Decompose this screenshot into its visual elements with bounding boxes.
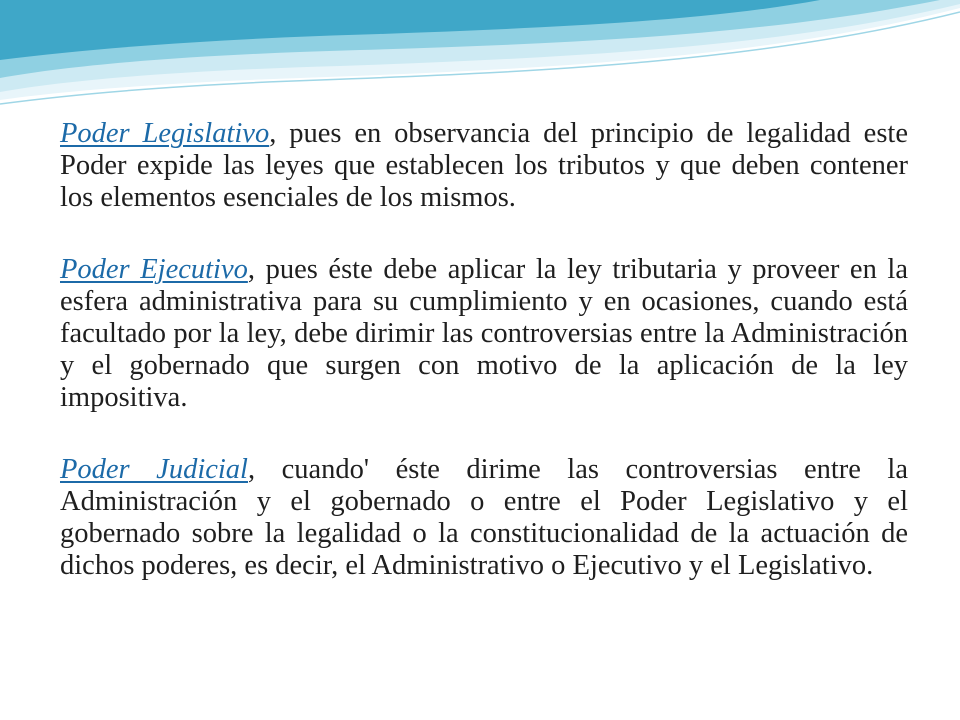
paragraph-ejecutivo [60,254,908,414]
paragraph-legislativo [60,118,908,214]
paragraph-judicial [60,454,908,582]
term-poder-judicial[interactable]: Poder Judicial [60,454,248,485]
term-poder-legislativo[interactable]: Poder Legislativo [60,118,270,149]
paragraph-legislativo-text: , pues en observancia del principio de legalidad este Poder expide las leyes que establecen los tributos y que deben contener los elementos esenciales de los mismos. [60,118,908,213]
paragraph-ejecutivo-text: , pues éste debe aplicar la ley tributaria y proveer en la esfera administrativa para su cumplimiento y en ocasiones, cuando está facultado por la ley, debe dirimir las controversias entre la Administración y el gobernado que surgen con motivo de la aplicación de la ley impositiva. [60,254,908,413]
wave-header-decoration [0,0,960,120]
body-text [60,118,908,622]
term-poder-ejecutivo[interactable]: Poder Ejecutivo [60,254,248,285]
paragraph-judicial-text: , cuando' éste dirime las controversias entre la Administración y el gobernado o entre el Poder Legislativo y el gobernado sobre la legalidad o la constitucionalidad de la actuación de dichos poderes, es decir, el Administrativo o Ejecutivo y el Legislativo. [60,454,908,581]
